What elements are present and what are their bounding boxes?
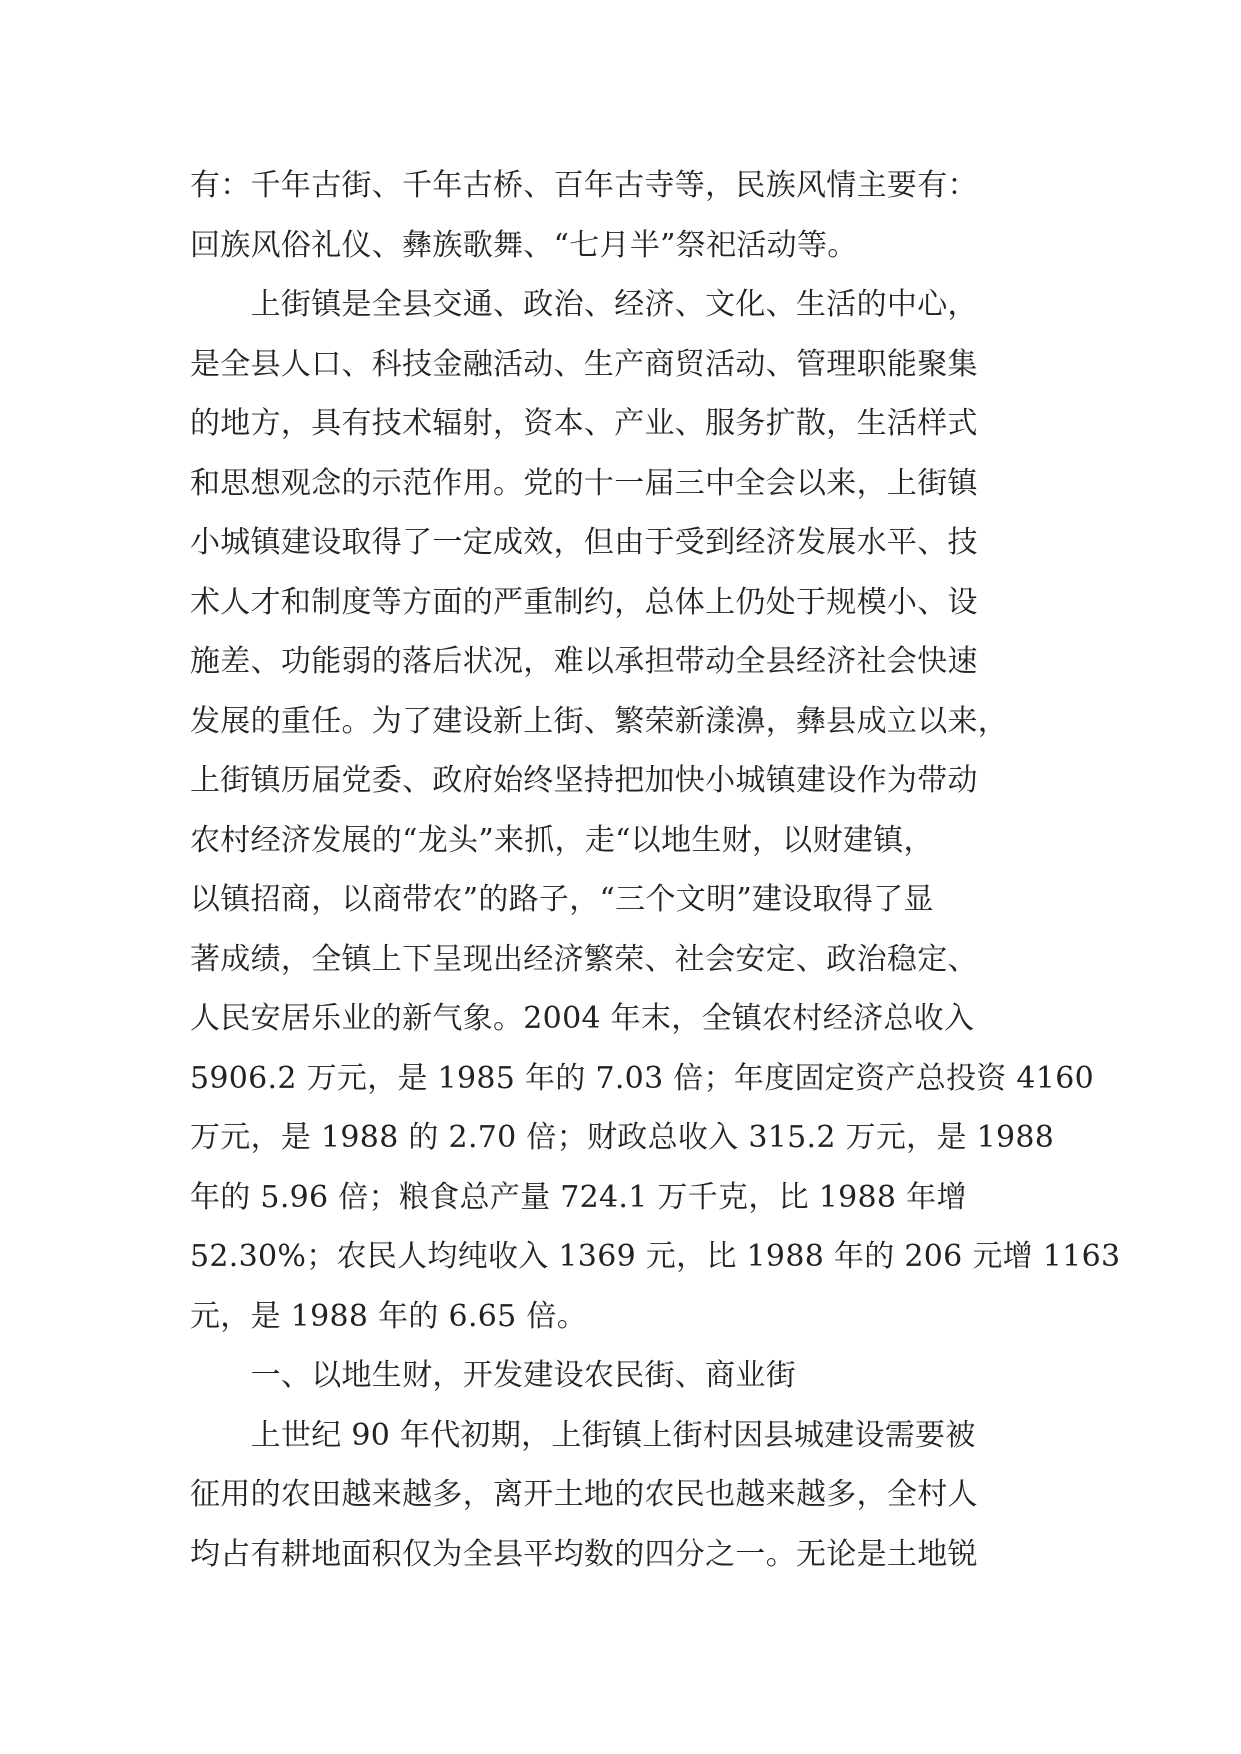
- text-line: 术人才和制度等方面的严重制约，总体上仍处于规模小、设: [190, 584, 978, 620]
- text-line: 是全县人口、科技金融活动、生产商贸活动、管理职能聚集: [190, 346, 978, 382]
- text-line: 52.30%；农民人均纯收入 1369 元，比 1988 年的 206 元增 1163: [190, 1239, 1121, 1274]
- text-line: 年的 5.96 倍；粮食总产量 724.1 万千克，比 1988 年增: [190, 1179, 967, 1215]
- text-line: 发展的重任。为了建设新上街、繁荣新漾濞，彝县成立以来，: [190, 703, 1009, 739]
- text-line: 均占有耕地面积仅为全县平均数的四分之一。无论是土地锐: [190, 1536, 978, 1572]
- text-line: 人民安居乐业的新气象。2004 年末，全镇农村经济总收入: [190, 1001, 975, 1036]
- section-heading: 一、以地生财，开发建设农民街、商业街: [190, 1358, 796, 1393]
- text-line: 5906.2 万元，是 1985 年的 7.03 倍；年度固定资产总投资 4160: [190, 1060, 1094, 1096]
- text-line: 万元，是 1988 的 2.70 倍；财政总收入 315.2 万元，是 1988: [190, 1120, 1055, 1155]
- text-line: 有：千年古街、千年古桥、百年古寺等，民族风情主要有：: [190, 168, 978, 203]
- text-line: 的地方，具有技术辐射，资本、产业、服务扩散，生活样式: [190, 406, 978, 441]
- text-line: 元，是 1988 年的 6.65 倍。: [190, 1298, 587, 1334]
- text-line: 和思想观念的示范作用。党的十一届三中全会以来，上街镇: [190, 465, 978, 501]
- text-line: 小城镇建设取得了一定成效，但由于受到经济发展水平、技: [190, 525, 978, 560]
- paragraph-start-line: 上街镇是全县交通、政治、经济、文化、生活的中心，: [190, 287, 978, 322]
- text-line: 回族风俗礼仪、彝族歌舞、“七月半”祭祀活动等。: [190, 227, 858, 263]
- text-line: 以镇招商，以商带农”的路子，“三个文明”建设取得了显: [190, 882, 934, 917]
- text-line: 征用的农田越来越多，离开土地的农民也越来越多，全村人: [190, 1477, 978, 1512]
- text-line: 上街镇历届党委、政府始终坚持把加快小城镇建设作为带动: [190, 763, 978, 798]
- body-text: [190, 156, 1121, 1584]
- text-line: 农村经济发展的“龙头”来抓，走“以地生财，以财建镇，: [190, 822, 934, 858]
- text-line: 施差、功能弱的落后状况，难以承担带动全县经济社会快速: [190, 644, 978, 679]
- paragraph-start-line: 上世纪 90 年代初期，上街镇上街村因县城建设需要被: [190, 1417, 976, 1453]
- text-line: 著成绩，全镇上下呈现出经济繁荣、社会安定、政治稳定、: [190, 941, 978, 977]
